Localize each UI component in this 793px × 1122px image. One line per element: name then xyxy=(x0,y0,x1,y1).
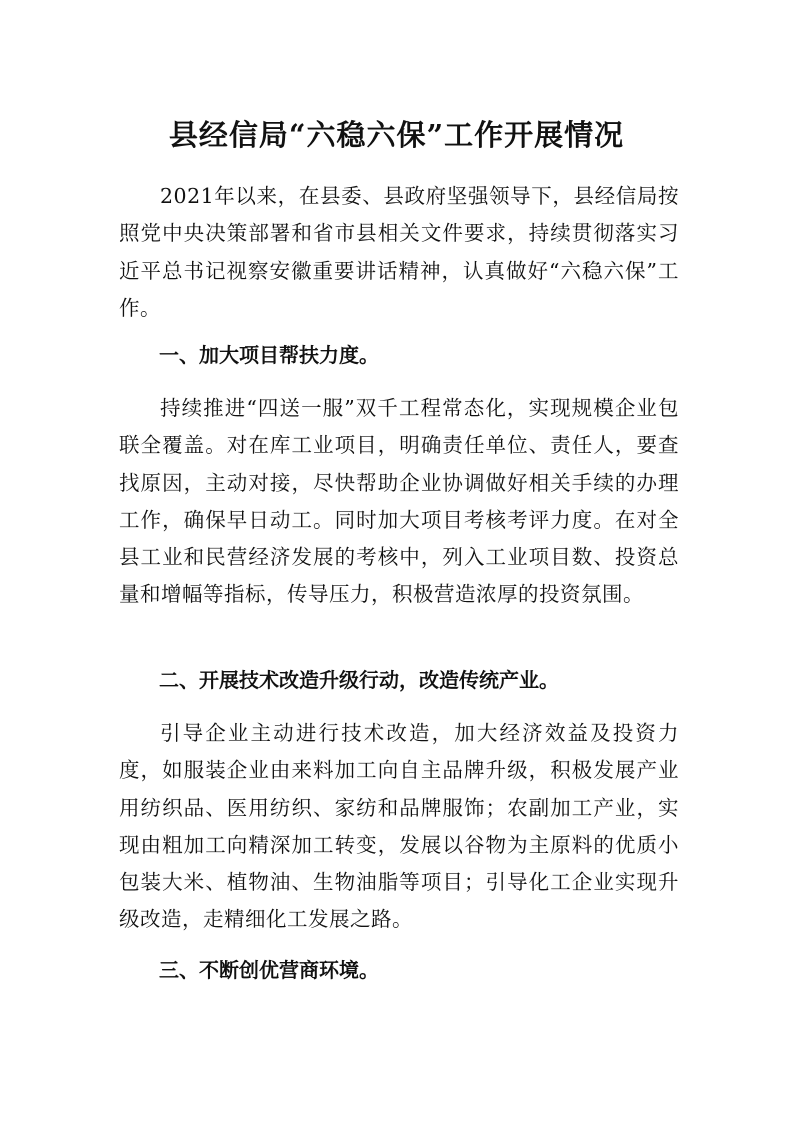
section-2-heading: 二、开展技术改造升级行动，改造传统产业。 xyxy=(159,668,559,692)
section-1-heading-block xyxy=(119,340,679,370)
section-3-heading-block xyxy=(119,955,679,985)
section-2-heading-block xyxy=(119,665,679,695)
document-title: 县经信局“六稳六保”工作开展情况 xyxy=(168,118,625,153)
section-1-body: 持续推进“四送一服”双千工程常态化，实现规模企业包联全覆盖。对在库工业项目，明确责任单位、责任人，要查找原因，主动对接，尽快帮助企业协调做好相关手续的办理工作，确保早日动工。同时加大项目考核考评力度。在对全县工业和民营经济发展的考核中，列入工业项目数、投资总量和增幅等指标，传导压力，积极营造浓厚的投资氛围。 xyxy=(119,396,679,607)
intro-paragraph-block xyxy=(119,178,679,327)
section-1-body-block xyxy=(119,390,679,614)
section-2-body-block xyxy=(119,715,679,939)
section-1-heading: 一、加大项目帮扶力度。 xyxy=(159,343,379,367)
section-3-heading: 三、不断创优营商环境。 xyxy=(159,958,379,982)
section-2-body: 引导企业主动进行技术改造，加大经济效益及投资力度，如服装企业由来料加工向自主品牌升级，积极发展产业用纺织品、医用纺织、家纺和品牌服饰；农副加工产业，实现由粗加工向精深加工转变，发展以谷物为主原料的优质小包装大米、植物油、生物油脂等项目；引导化工企业实现升级改造，走精细化工发展之路。 xyxy=(119,721,679,932)
intro-paragraph: 2021年以来，在县委、县政府坚强领导下，县经信局按照党中央决策部署和省市县相关文件要求，持续贯彻落实习近平总书记视察安徽重要讲话精神，认真做好“六稳六保”工作。 xyxy=(119,184,679,320)
